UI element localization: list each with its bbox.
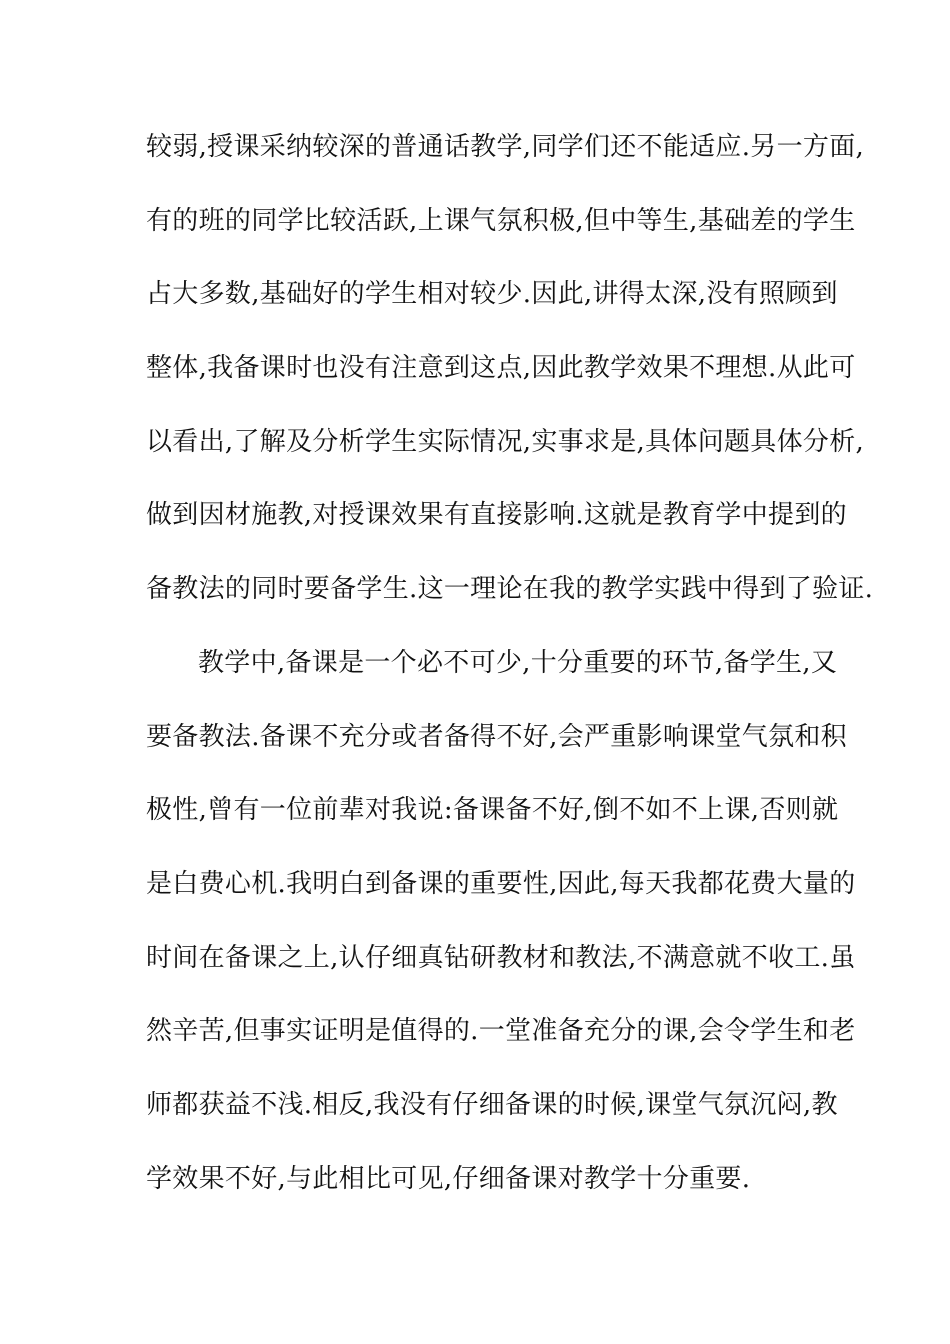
text-line: 师都获益不浅.相反,我没有仔细备课的时候,课堂气氛沉闷,教 xyxy=(146,1089,838,1120)
text-line: 学效果不好,与此相比可见,仔细备课对教学十分重要. xyxy=(146,1163,751,1194)
text-line: 占大多数,基础好的学生相对较少.因此,讲得太深,没有照顾到 xyxy=(146,279,838,310)
text-line: 做到因材施教,对授课效果有直接影响.这就是教育学中提到的 xyxy=(146,500,847,531)
body-text xyxy=(146,127,874,1232)
text-line: 整体,我备课时也没有注意到这点,因此教学效果不理想.从此可 xyxy=(146,353,856,384)
paragraph-first-line: 教学中,备课是一个必不可少,十分重要的环节,备学生,又 xyxy=(198,647,838,678)
text-line: 要备教法.备课不充分或者备得不好,会严重影响课堂气氛和积 xyxy=(146,721,847,752)
text-line: 以看出,了解及分析学生实际情况,实事求是,具体问题具体分析, xyxy=(146,426,865,457)
text-line: 备教法的同时要备学生.这一理论在我的教学实践中得到了验证. xyxy=(146,574,874,605)
text-line: 时间在备课之上,认仔细真钻研教材和教法,不满意就不收工.虽 xyxy=(146,942,856,973)
text-line: 有的班的同学比较活跃,上课气氛积极,但中等生,基础差的学生 xyxy=(146,205,856,236)
text-line: 是白费心机.我明白到备课的重要性,因此,每天我都花费大量的 xyxy=(146,868,856,899)
text-line: 极性,曾有一位前辈对我说:备课备不好,倒不如不上课,否则就 xyxy=(146,795,839,826)
text-line: 然辛苦,但事实证明是值得的.一堂准备充分的课,会令学生和老 xyxy=(146,1016,856,1047)
text-line: 较弱,授课采纳较深的普通话教学,同学们还不能适应.另一方面, xyxy=(146,132,865,162)
